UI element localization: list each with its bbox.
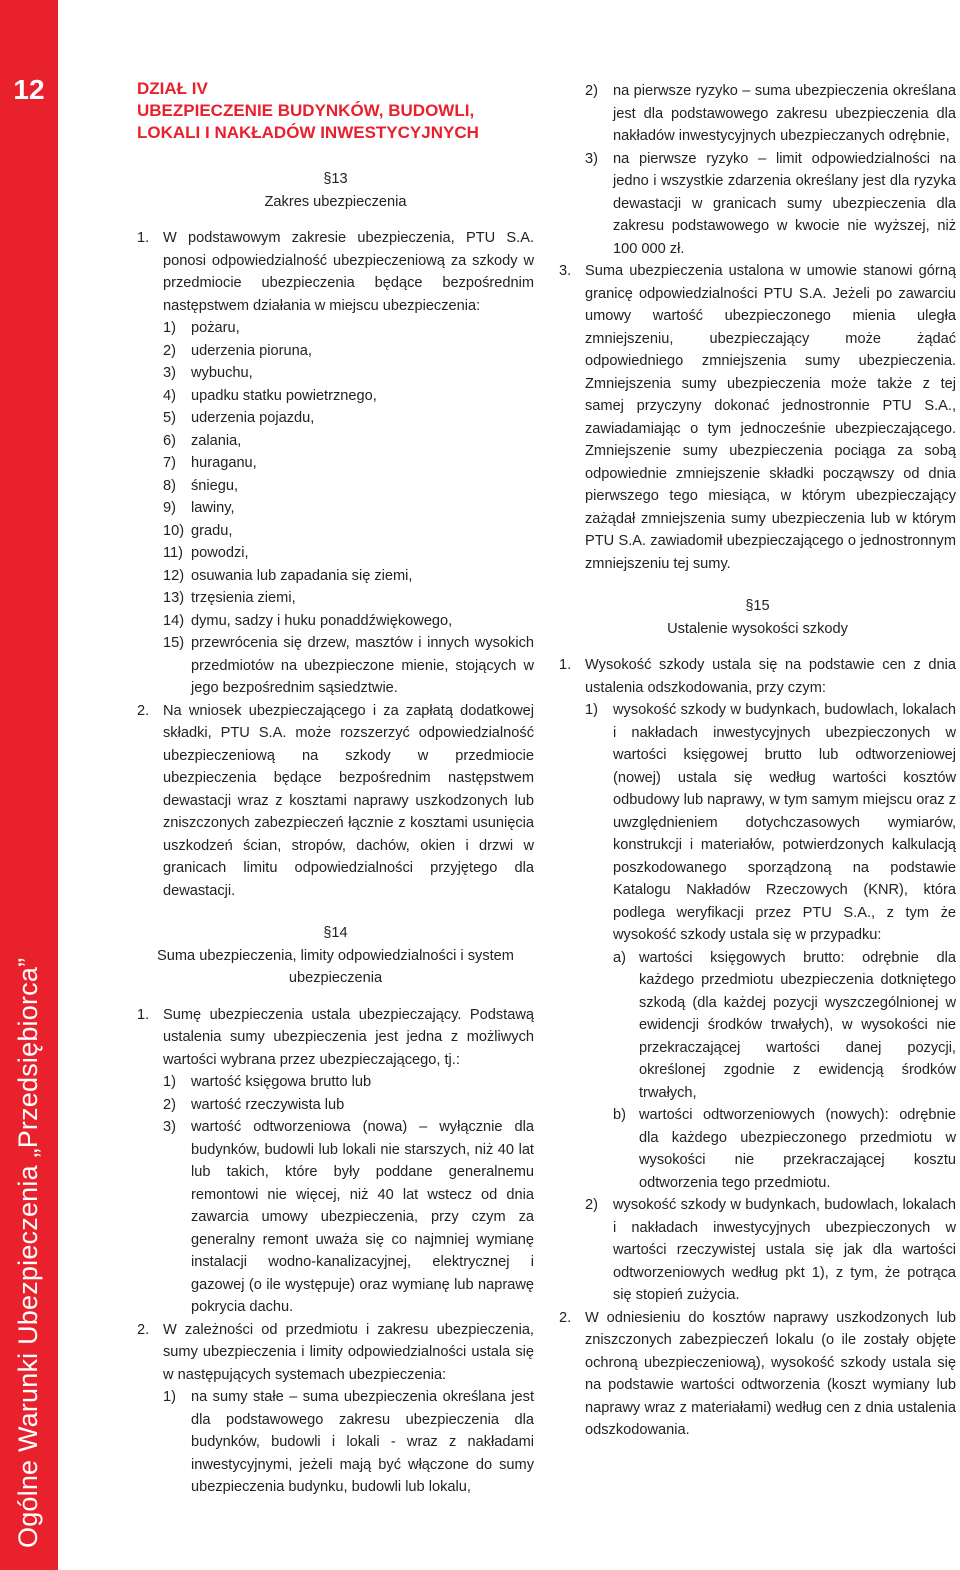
list-item: 8) śniegu, <box>163 477 239 494</box>
chapter-number: DZIAŁ IV <box>137 79 208 98</box>
list-item: 9) lawiny, <box>163 500 235 516</box>
list-item: 5) uderzenia pojazdu, <box>163 410 315 426</box>
list-item: 4) upadku statku powietrznego, <box>163 387 377 404</box>
list-item: a) wartości księgowych brutto: odrębnie dla każdego przedmiotu ubezpieczenia dotkniętego szkodą (dla każdej pozycji wyszczególnionej w ewidencji środków trwałych), w wysokości nie przekraczającej wartości danej pozycji, określonej zgodnie z ewidencją środków trwałych, <box>613 949 956 1101</box>
list-item: 6) zalania, <box>163 432 242 449</box>
section-13-number: §13 <box>323 171 348 187</box>
list-item: 13) trzęsienia ziemi, <box>163 590 296 606</box>
list-item: 7) huraganu, <box>163 455 257 471</box>
s14-paragraph-3: 3. Suma ubezpieczenia ustalona w umowie stanowi górną granicę odpowiedzialności PTU S.A. Jeżeli po zawarciu umowy wartość ubezpieczonego mienia uległa zmniejszeniu, ubezpieczający może żądać odpowiedniego zmniejszenia sumy ubezpieczenia. Zmniejszenia sumy ubezpieczenia może także z tej samej przyczyny dokonać jednostronnie PTU S.A., zawiadamiając o tym jednocześnie ubezpieczającego. Zmniejszenie sumy ubezpieczenia pociąga za sobą odpowiednie zmniejszenie składki począwszy od dnia pierwszego tego miesiąca, w którym ubezpieczający zażądał zmniejszenia sumy ubezpieczenia lub w którym PTU S.A. zawiadomił ubezpieczającego o jednostronnym zmniejszeniu tej sumy. <box>559 263 956 572</box>
list-item: 2) wysokość szkody w budynkach, budowlach, lokalach i nakładach inwestycyjnych ubezpieczonych w wartości rzeczywistej ustala się jak dla wartości odtworzeniowych według pkt 1), z tym, że potrąca się stopień zużycia. <box>585 1197 956 1303</box>
chapter-title-line-2: LOKALI I NAKŁADÓW INWESTYCYJNYCH <box>137 123 479 142</box>
s13-paragraph-2: 2. Na wniosek ubezpieczającego i za zapłatą dodatkowej składki, PTU S.A. może rozszerzyć odpowiedzialność ubezpieczeniową na szkody w przedmiocie ubezpieczenia będące bezpośrednim następstwem dewastacji wraz z kosztami naprawy uszkodzonych lub zniszczonych zabezpieczeń łącznie z kosztami usunięcia uszkodzeń ścian, stropów, dachów, okien i drzwi w granicach limitu odpowiedzialności przyjętego dla dewastacji. <box>137 702 534 899</box>
list-item: 1) wysokość szkody w budynkach, budowlach, lokalach i nakładach inwestycyjnych ubezpieczonych w wartości księgowej brutto lub odtworzeniowej (nowej) ustala się według wartości kosztów odbudowy lub naprawy, w tym samym miejscu oraz z uwzględnieniem dotychczasowych wymiarów, konstrukcji i materiałów, potwierdzonych kalkulacją poszkodowanego sporządzoną na podstawie Katalogu Nakładów Rzeczowych (KNR), która podlega weryfikacji przez PTU S.A., z tym że wysokość szkody ustala się w przypadku: <box>585 702 956 943</box>
s14-paragraph-1: 1. Sumę ubezpieczenia ustala ubezpieczający. Podstawą ustalenia sumy ubezpieczenia jest jedna z możliwych wartości wybrana przez ubezpieczającego, tj.: <box>137 1006 534 1068</box>
list-item: 3) wybuchu, <box>163 365 253 381</box>
section-15-number: §15 <box>745 598 770 614</box>
s15-paragraph-2: 2. W odniesieniu do kosztów naprawy uszkodzonych lub zniszczonych zabezpieczeń lokalu (o ile zostały objęte ochroną ubezpieczeniową), wysokość szkody ustala się na podstawie wartości odtworzenia (koszt wymiany lub naprawy wraz z materiałami) według cen z dnia ustalenia odszkodowania. <box>559 1309 956 1438</box>
s14-paragraph-2: 2. W zależności od przedmiotu i zakresu ubezpieczenia, sumy ubezpieczenia i limity odpowiedzialności ustala się w następujących systemach ubezpieczenia: <box>137 1321 534 1383</box>
list-item: b) wartości odtworzeniowych (nowych): odrębnie dla każdego ubezpieczonego przedmiotu w wysokości nie przekraczającej kosztu odtworzenia tego przedmiotu. <box>613 1107 956 1191</box>
s15-paragraph-1: 1. Wysokość szkody ustala się na podstawie cen z dnia ustalenia odszkodowania, przy czym: <box>559 657 956 696</box>
list-item: 2) wartość rzeczywista lub <box>163 1096 345 1113</box>
right-column <box>559 80 956 1442</box>
section-15-title: Ustalenie wysokości szkody <box>667 620 848 637</box>
list-item: 1) wartość księgowa brutto lub <box>163 1074 372 1090</box>
chapter-heading <box>137 78 534 144</box>
left-column <box>137 78 534 1499</box>
s13-paragraph-1: 1. W podstawowym zakresie ubezpieczenia, PTU S.A. ponosi odpowiedzialność ubezpieczeniową za szkody w przedmiocie ubezpieczenia będące bezpośrednim następstwem działania w miejscu ubezpieczenia: <box>137 230 534 314</box>
list-item: 15) przewrócenia się drzew, masztów i innych wysokich przedmiotów na ubezpieczone mienie, stojących w jego bezpośrednim sąsiedztwie. <box>163 635 534 696</box>
page-number: 12 <box>13 74 45 105</box>
list-item: 1) pożaru, <box>163 320 240 336</box>
document-title-vertical: Ogólne Warunki Ubezpieczenia „Przedsiębiorca” <box>13 957 43 1548</box>
section-13-title: Zakres ubezpieczenia <box>264 193 407 210</box>
list-item: 10) gradu, <box>163 522 233 539</box>
list-item: 2) uderzenia pioruna, <box>163 342 312 359</box>
list-item: 3) wartość odtworzeniowa (nowa) – wyłącznie dla budynków, budowli lub lokali nie starszych, niż 40 lat lub takich, które były poddane generalnemu remontowi nie więcej, niż 40 lat wstecz od dnia zawarcia umowy ubezpieczenia, przy czym za generalny remont uważa się co najmniej wymianę instalacji wodno-kanalizacyjnej, elektrycznej i gazowej (o ile występuje) oraz wymianę lub naprawę pokrycia dachu. <box>163 1119 534 1315</box>
list-item: 14) dymu, sadzy i huku ponaddźwiękowego, <box>163 612 453 629</box>
list-item: 11) powodzi, <box>163 545 249 561</box>
list-item: 2) na pierwsze ryzyko – suma ubezpieczenia określana jest dla podstawowego zakresu ubezpieczenia dla nakładów inwestycyjnych ubezpieczanych odrębnie, <box>585 83 956 144</box>
list-item: 3) na pierwsze ryzyko – limit odpowiedzialności na jedno i wszystkie zdarzenia określany jest dla ryzyka dewastacji w granicach sumy ubezpieczenia dla zakresu podstawowego w kwocie nie wyższej, niż 100 000 zł. <box>585 150 956 257</box>
list-item: 12) osuwania lub zapadania się ziemi, <box>163 567 413 584</box>
section-14-number: §14 <box>323 925 348 941</box>
list-item: 1) na sumy stałe – suma ubezpieczenia określana jest dla podstawowego zakresu ubezpieczenia dla budynków, budowli i lokali - wraz z nakładami inwestycyjnymi, jeżeli mają być włączone do sumy ubezpieczenia budynku, budowli lub lokalu, <box>163 1389 534 1495</box>
sidebar-band <box>0 0 58 1570</box>
chapter-title-line-1: UBEZPIECZENIE BUDYNKÓW, BUDOWLI, <box>137 101 475 120</box>
section-14-title: Suma ubezpieczenia, limity odpowiedzialności i system ubezpieczenia <box>157 947 514 986</box>
